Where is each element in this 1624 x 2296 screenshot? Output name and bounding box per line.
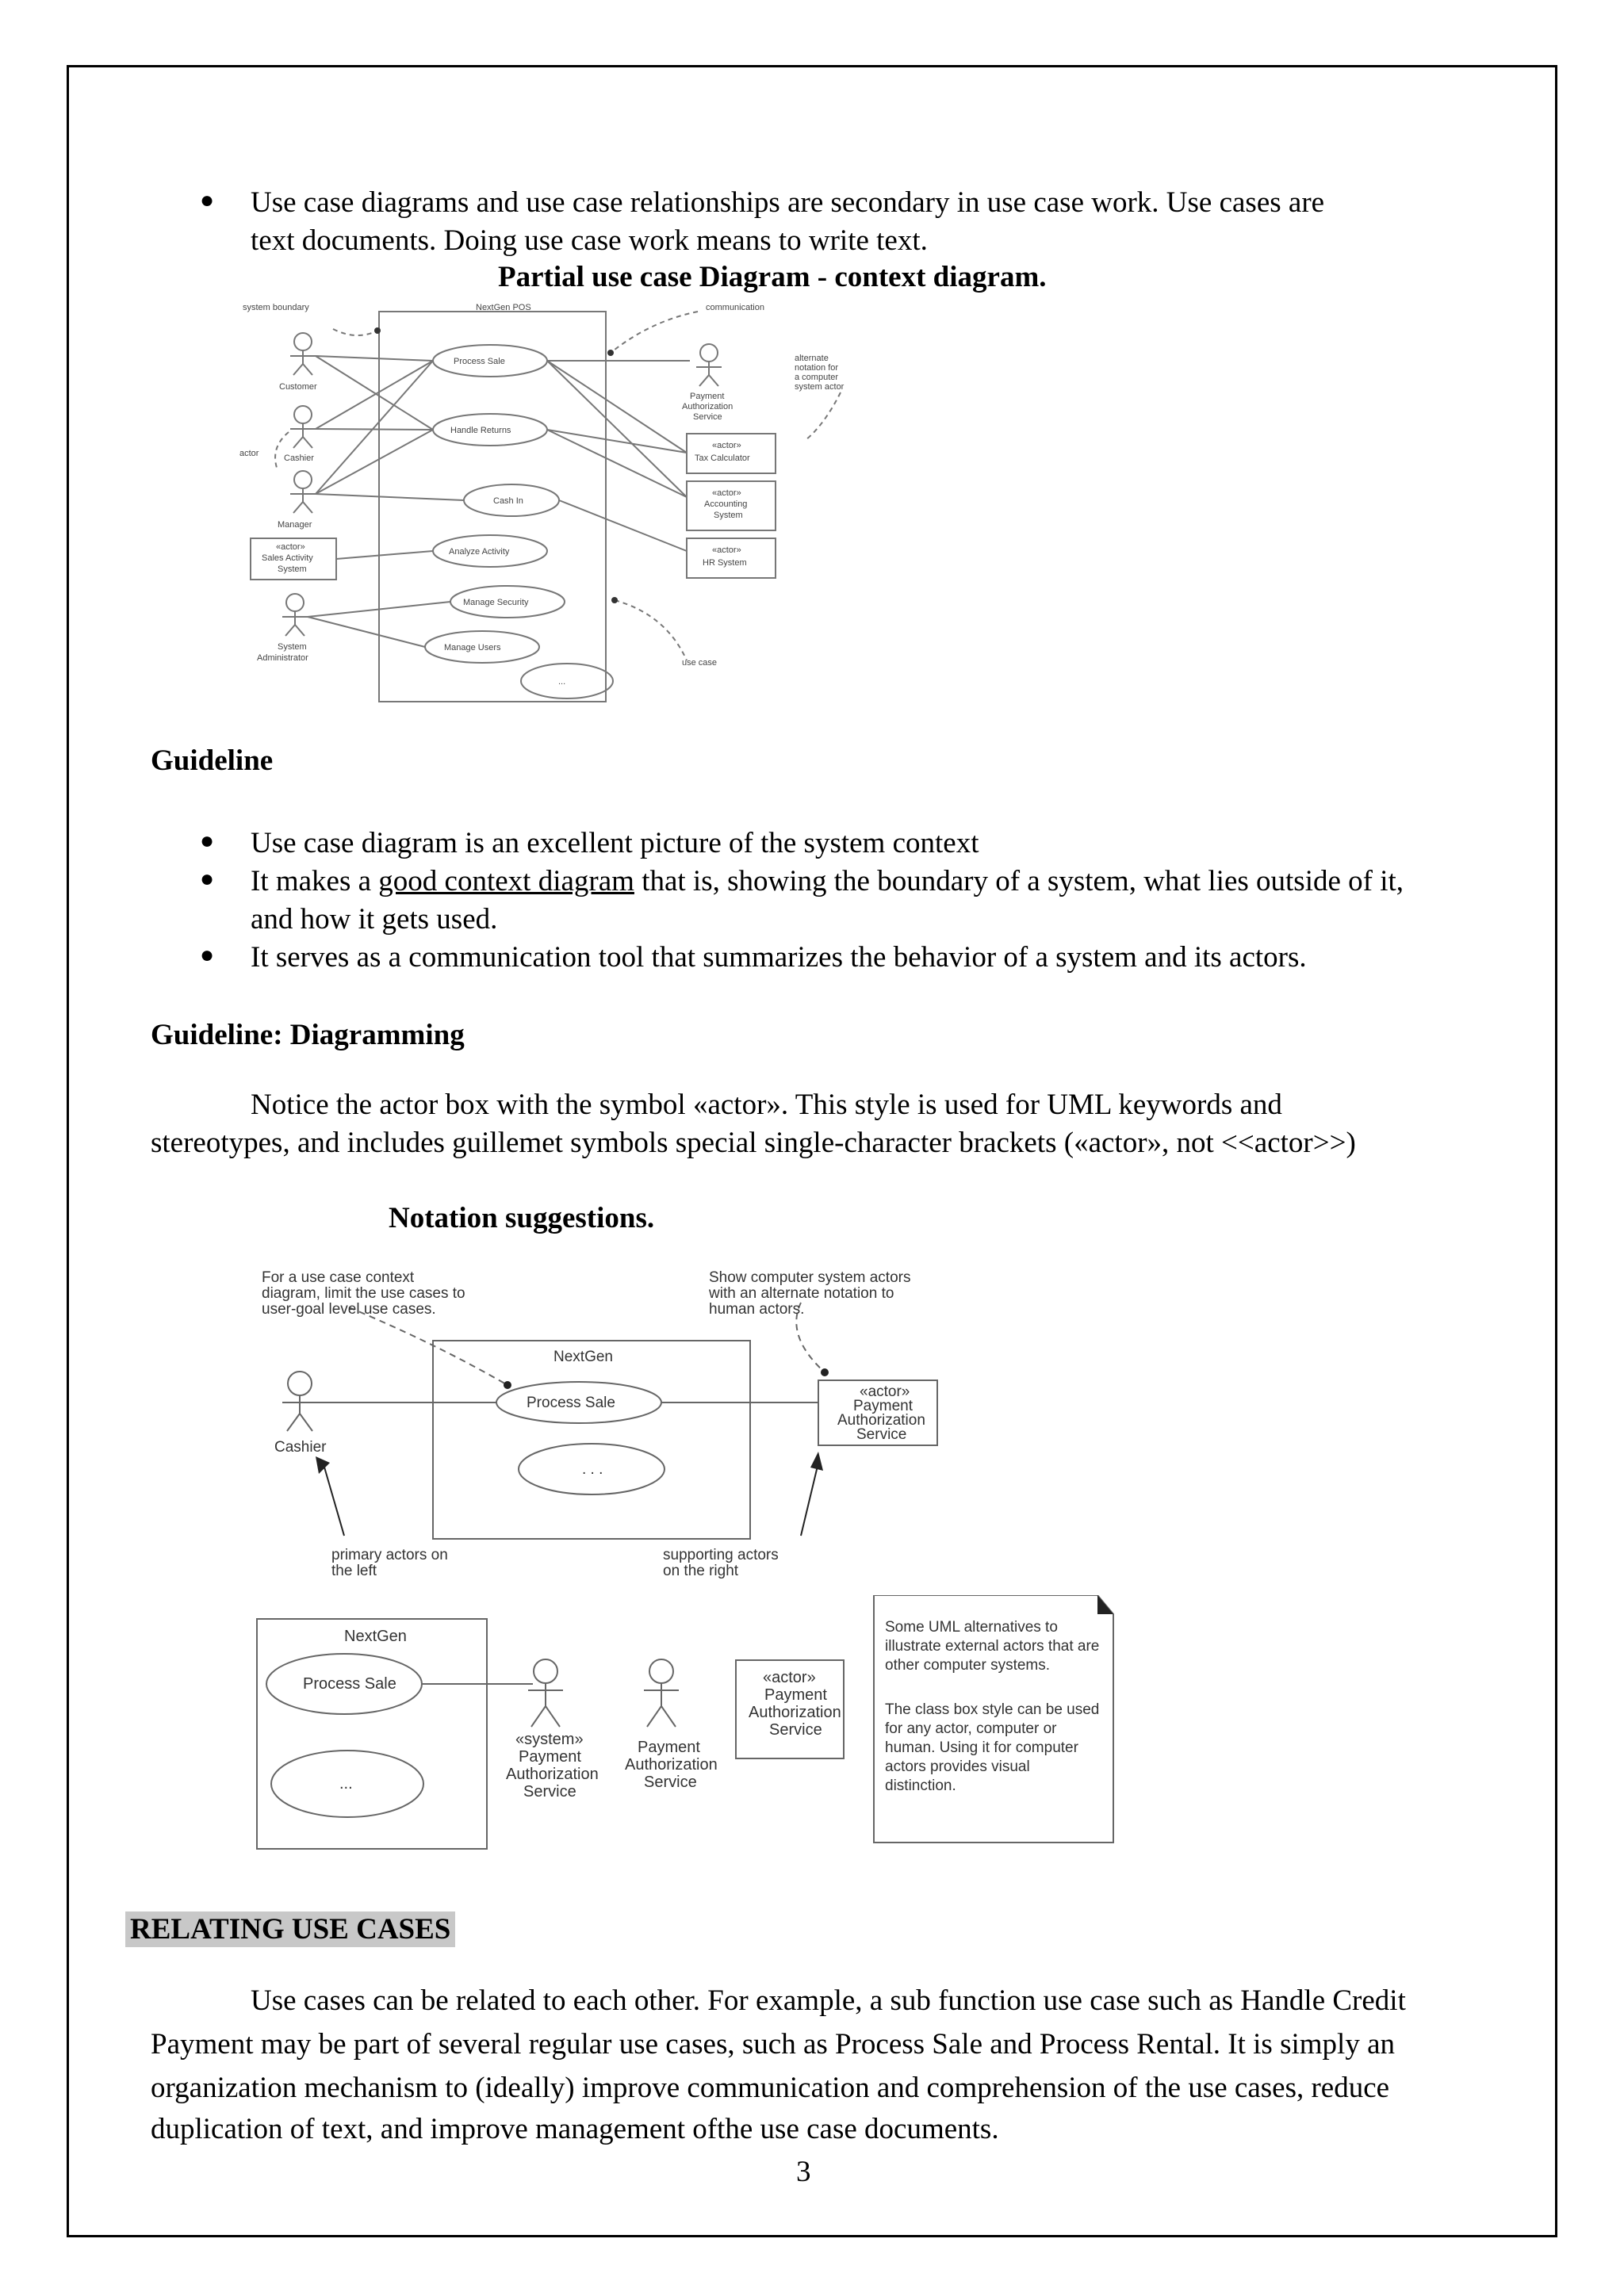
fig1-label: communication (706, 303, 764, 312)
fig2-label: «actor» (860, 1383, 910, 1400)
fig1-label: Process Sale (454, 357, 505, 366)
bullet-dot: ● (200, 942, 215, 968)
fig1-label: Payment (690, 392, 725, 401)
guideline-bullet-2 (251, 863, 1535, 901)
fig2b-label: Authorization (625, 1756, 718, 1774)
fig2b-label: NextGen (344, 1628, 407, 1645)
fig2b-note-line: illustrate external actors that are (885, 1638, 1100, 1655)
fig1-label: actor (239, 449, 259, 458)
fig2-label: Show computer system actors (709, 1269, 911, 1286)
fig1-label: system boundary (243, 303, 309, 312)
fig2-label: Process Sale (527, 1395, 615, 1411)
fig2b-label: Service (523, 1783, 576, 1800)
fig2-label: Payment (853, 1398, 913, 1414)
fig2-label: user-goal level use cases. (262, 1301, 436, 1318)
relating-line4: duplication of text, and improve management ofthe use case documents. (151, 2113, 999, 2145)
fig2b-label: Authorization (749, 1704, 841, 1721)
fig2-label: For a use case context (262, 1269, 415, 1286)
fig1-label: Sales Activity (262, 553, 313, 563)
fig1-label: Cashier (284, 453, 314, 463)
fig2b-note-line: Some UML alternatives to (885, 1619, 1058, 1636)
fig1-label: Administrator (257, 653, 308, 663)
guideline-bullet-2-part1: It makes a (251, 865, 372, 897)
fig1-label: HR System (703, 558, 747, 568)
fig1-payment-actor (696, 344, 722, 386)
relating-heading (125, 1912, 455, 1946)
fig2-label: human actors. (709, 1301, 805, 1318)
figure1-title: Partial use case Diagram - context diagram. (498, 261, 1047, 293)
fig1-label: «actor» (712, 545, 741, 555)
fig1-label: System (278, 564, 307, 574)
fig1-label: Manage Security (463, 598, 529, 607)
fig1-label: Customer (279, 382, 317, 392)
fig2b-label: Payment (638, 1739, 700, 1756)
fig2-label: Cashier (274, 1439, 327, 1456)
fig2-label: . . . (582, 1461, 603, 1478)
fig2b-note-line: human. Using it for computer (885, 1739, 1078, 1756)
fig1-label: System (714, 511, 743, 520)
fig1-label: Accounting (704, 499, 748, 509)
fig1-label: Cash In (493, 496, 523, 506)
relating-line2: Payment may be part of several regular use cases, such as Process Sale and Process Rental. It is simply an (151, 2028, 1395, 2061)
fig2-label: with an alternate notation to (709, 1285, 894, 1302)
fig2-label: NextGen (553, 1349, 613, 1365)
fig1-label: Manager (278, 520, 312, 530)
fig2b-system-actor (528, 1659, 563, 1727)
relating-heading-text: RELATING USE CASES (125, 1911, 455, 1947)
fig1-label: «actor» (276, 542, 305, 552)
fig1-label: ... (558, 677, 566, 687)
figure2-title: Notation suggestions. (389, 1202, 655, 1234)
fig1-label: Analyze Activity (449, 547, 510, 557)
fig2b-label: Service (644, 1774, 697, 1791)
fig2-label: Service (856, 1426, 907, 1443)
fig2b-label: Payment (519, 1748, 581, 1766)
fig2-cashier-actor (282, 1372, 317, 1431)
fig1-label: NextGen POS (476, 303, 531, 312)
fig2b-payment-actor (644, 1659, 679, 1727)
fig1-label: use case (682, 658, 718, 668)
page-number: 3 (796, 2156, 811, 2188)
fig2-label: Authorization (837, 1412, 925, 1429)
fig1-label: Tax Calculator (695, 453, 750, 463)
guideline-bullet-1: Use case diagram is an excellent picture of the system context (251, 827, 979, 859)
relating-line1: Use cases can be related to each other. For example, a sub function use case such as Handle Credit (251, 1984, 1406, 2017)
fig1-label: System (278, 642, 307, 652)
fig1-label: system actor (795, 382, 845, 392)
fig2b-label: Payment (764, 1686, 827, 1704)
fig2b-system-box (257, 1619, 487, 1849)
good-context-diagram-text: good context diagram (378, 865, 634, 897)
diagramming-line1: Notice the actor box with the symbol «actor». This style is used for UML keywords and (251, 1089, 1282, 1121)
fig2-label: primary actors on (331, 1547, 448, 1563)
fig1-label: Handle Returns (450, 426, 511, 435)
figure2-top-diagram (246, 1265, 1007, 1605)
guideline-heading: Guideline (151, 744, 274, 777)
fig2-label: supporting actors (663, 1547, 779, 1563)
fig2b-label: «system» (515, 1731, 584, 1748)
fig2b-label: ... (339, 1775, 353, 1793)
fig1-cashier-actor (290, 406, 316, 448)
fig1-label: a computer (795, 373, 839, 382)
intro-bullet-line2: text documents. Doing use case work means to write text. (251, 224, 928, 257)
fig2b-note-line: The class box style can be used (885, 1701, 1100, 1718)
figure2-bottom-diagram (246, 1595, 1134, 1865)
guideline-bullet-2-cont: and how it gets used. (251, 903, 498, 936)
fig1-label: alternate (795, 354, 829, 363)
fig2b-note-line: for any actor, computer or (885, 1720, 1057, 1737)
figure1-diagram (238, 297, 888, 710)
fig1-manager-actor (290, 471, 316, 513)
bullet-dot: ● (200, 828, 215, 854)
intro-bullet-line1: Use case diagrams and use case relationships are secondary in use case work. Use cases are (251, 186, 1325, 219)
fig1-customer-actor (290, 333, 316, 375)
fig2-label: the left (331, 1563, 377, 1579)
fig1-label: Authorization (682, 402, 733, 411)
fig1-label: «actor» (712, 488, 741, 498)
fig2-label: diagram, limit the use cases to (262, 1285, 465, 1302)
fig1-label: Manage Users (444, 643, 501, 652)
fig1-uc-more (521, 664, 613, 698)
fig1-label: notation for (795, 363, 839, 373)
fig2b-label: «actor» (763, 1669, 816, 1686)
fig1-label: Service (693, 412, 722, 422)
fig2b-label: Process Sale (303, 1675, 396, 1693)
fig2b-note-line: distinction. (885, 1777, 956, 1794)
fig1-sysadmin-actor (282, 594, 308, 636)
fig2b-note-line: actors provides visual (885, 1758, 1030, 1775)
guideline-bullet-3: It serves as a communication tool that summarizes the behavior of a system and its actors. (251, 941, 1307, 974)
fig2b-label: Authorization (506, 1766, 599, 1783)
diagramming-line2: stereotypes, and includes guillemet symbols special single-character brackets («actor», not <<actor>>) (151, 1127, 1356, 1159)
fig1-label: «actor» (712, 441, 741, 450)
fig2b-note-line: other computer systems. (885, 1657, 1051, 1674)
diagramming-heading: Guideline: Diagramming (151, 1019, 465, 1051)
guideline-bullet-2-part2: that is, showing the boundary of a system, what lies outside of it, (642, 865, 1404, 897)
bullet-dot: ● (200, 187, 215, 213)
fig2b-label: Service (769, 1721, 822, 1739)
relating-line3: organization mechanism to (ideally) improve communication and comprehension of the use cases, reduce (151, 2072, 1390, 2104)
fig2-label: on the right (663, 1563, 739, 1579)
bullet-dot: ● (200, 866, 215, 892)
